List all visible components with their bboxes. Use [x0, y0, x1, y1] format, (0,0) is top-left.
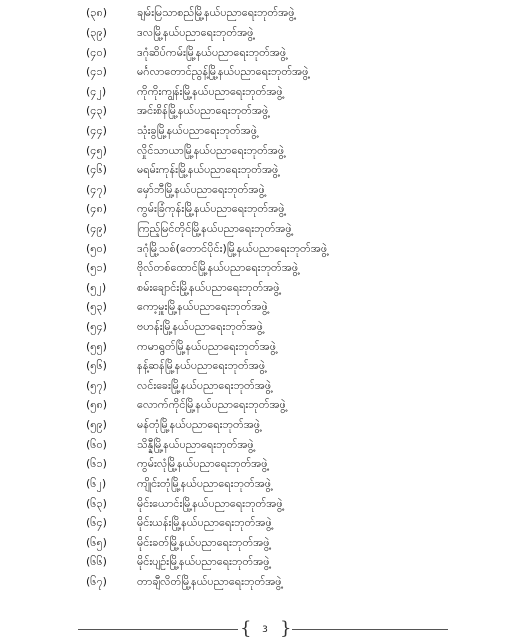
list-item	[86, 199, 506, 219]
list-item	[86, 552, 506, 572]
item-text: မရမ်းကုန်းမြို့နယ်ပညာရေးဘုတ်အဖွဲ့	[137, 163, 279, 177]
item-text: ကွမ်းခြံကုန်းမြို့နယ်ပညာရေးဘုတ်အဖွဲ့	[137, 202, 285, 216]
item-number: (၆၇)	[86, 574, 107, 588]
list-item	[86, 395, 506, 415]
item-number: (၆၂)	[86, 476, 107, 490]
item-number: (၅၀)	[86, 241, 107, 255]
list-item	[86, 42, 506, 62]
item-number: (၄၁)	[86, 65, 107, 79]
footer-rule-right	[292, 629, 448, 630]
item-text: ကော့မှူးမြို့နယ်ပညာရေးဘုတ်အဖွဲ့	[137, 300, 268, 314]
item-number: (၄၃)	[86, 104, 107, 118]
item-text: လင်းခေးမြို့နယ်ပညာရေးဘုတ်အဖွဲ့	[137, 378, 272, 392]
item-text: ဒဂုံဆိပ်ကမ်းမြို့နယ်ပညာရေးဘုတ်အဖွဲ့	[137, 45, 287, 59]
list-item	[86, 356, 506, 376]
item-number: (၅၆)	[86, 359, 107, 373]
item-text: မှော်ဘီမြို့နယ်ပညာရေးဘုတ်အဖွဲ့	[137, 182, 265, 196]
item-text: ဒဂုံမြို့သစ်(တောင်ပိုင်း)မြို့နယ်ပညာရေးဘုတ်အဖွဲ့	[137, 241, 328, 255]
item-number: (၅၃)	[86, 300, 107, 314]
item-number: (၅၂)	[86, 280, 107, 294]
list-item	[86, 258, 506, 278]
item-text: ဗဟန်းမြို့နယ်ပညာရေးဘုတ်အဖွဲ့	[137, 320, 263, 334]
list-item	[86, 238, 506, 258]
list-item	[86, 474, 506, 494]
list-item	[86, 532, 506, 552]
list-item	[86, 219, 506, 239]
item-number: (၄၈)	[86, 202, 108, 216]
item-number: (၃၈)	[86, 6, 108, 20]
item-number: (၃၉)	[86, 25, 107, 39]
item-text: ကျိုင်းတုံမြို့နယ်ပညာရေးဘုတ်အဖွဲ့	[137, 476, 272, 490]
item-text: ကိုကိုးကျွန်းမြို့နယ်ပညာရေးဘုတ်အဖွဲ့	[137, 84, 283, 98]
item-number: (၄၇)	[86, 182, 107, 196]
item-text: တာချီလိတ်မြို့နယ်ပညာရေးဘုတ်အဖွဲ့	[137, 574, 282, 588]
list-item	[86, 3, 506, 23]
list-item	[86, 121, 506, 141]
list-item	[86, 513, 506, 533]
item-number: (၄၅)	[86, 143, 107, 157]
item-text: မိုင်းယန်းမြို့နယ်ပညာရေးဘုတ်အဖွဲ့	[137, 516, 272, 530]
item-number: (၆၁)	[86, 457, 107, 471]
page-footer	[0, 620, 530, 640]
item-text: နန့်ဆန်မြို့နယ်ပညာရေးဘုတ်အဖွဲ့	[137, 359, 266, 373]
list-item	[86, 317, 506, 337]
list-item	[86, 415, 506, 435]
item-number: (၅၁)	[86, 261, 107, 275]
item-text: အင်းစိန်မြို့နယ်ပညာရေးဘုတ်အဖွဲ့	[137, 104, 269, 118]
list-item	[86, 434, 506, 454]
item-number: (၆၃)	[86, 496, 107, 510]
list-item	[86, 23, 506, 43]
list-item	[86, 160, 506, 180]
list-item	[86, 62, 506, 82]
list-item	[86, 336, 506, 356]
item-number: (၆၀)	[86, 437, 107, 451]
item-number: (၄၀)	[86, 45, 107, 59]
township-education-board-list	[86, 3, 506, 591]
item-text: မိုင်းပျဉ်းမြို့နယ်ပညာရေးဘုတ်အဖွဲ့	[137, 555, 270, 569]
footer-close-brace: }	[280, 618, 292, 639]
item-text: သိန္နီမြို့နယ်ပညာရေးဘုတ်အဖွဲ့	[137, 437, 254, 451]
item-text: လှိုင်သာယာမြို့နယ်ပညာရေးဘုတ်အဖွဲ့	[137, 143, 285, 157]
item-text: မင်္ဂလာတောင်ညွန့်မြို့နယ်ပညာရေးဘုတ်အဖွဲ့	[137, 65, 309, 79]
footer-open-brace: {	[240, 618, 252, 639]
item-text: မိုင်းယောင်းမြို့နယ်ပညာရေးဘုတ်အဖွဲ့	[137, 496, 283, 510]
item-text: စမ်းချောင်းမြို့နယ်ပညာရေးဘုတ်အဖွဲ့	[137, 280, 280, 294]
item-number: (၅၇)	[86, 378, 107, 392]
list-item	[86, 81, 506, 101]
list-item	[86, 140, 506, 160]
item-text: လောက်ကိုင်မြို့နယ်ပညာရေးဘုတ်အဖွဲ့	[137, 398, 286, 412]
footer-rule-left	[78, 629, 238, 630]
item-text: ကမာရွတ်မြို့နယ်ပညာရေးဘုတ်အဖွဲ့	[137, 339, 276, 353]
item-text: ဒလမြို့နယ်ပညာရေးဘုတ်အဖွဲ့	[137, 25, 254, 39]
item-text: ကွမ်းလုံမြို့နယ်ပညာရေးဘုတ်အဖွဲ့	[137, 457, 268, 471]
list-item	[86, 179, 506, 199]
item-text: မန်တုံမြို့နယ်ပညာရေးဘုတ်အဖွဲ့	[137, 418, 261, 432]
item-number: (၄၄)	[86, 123, 107, 137]
list-item	[86, 101, 506, 121]
item-number: (၅၈)	[86, 398, 108, 412]
item-number: (၆၄)	[86, 516, 107, 530]
list-item	[86, 493, 506, 513]
item-number: (၆၅)	[86, 535, 107, 549]
item-number: (၅၄)	[86, 320, 107, 334]
page-number: 3	[262, 625, 268, 635]
item-number: (၆၆)	[86, 555, 107, 569]
item-number: (၄၂)	[86, 84, 107, 98]
list-item	[86, 376, 506, 396]
item-text: ဗိုလ်တစ်ထောင်မြို့နယ်ပညာရေးဘုတ်အဖွဲ့	[137, 261, 299, 275]
list-item	[86, 454, 506, 474]
list-item	[86, 572, 506, 592]
item-text: ချမ်းမြသာစည်မြို့နယ်ပညာရေးဘုတ်အဖွဲ့	[137, 6, 295, 20]
item-number: (၄၆)	[86, 163, 107, 177]
item-number: (၅၉)	[86, 418, 107, 432]
item-text: သုံးခွမြို့နယ်ပညာရေးဘုတ်အဖွဲ့	[137, 123, 258, 137]
item-text: မိုင်းခတ်မြို့နယ်ပညာရေးဘုတ်အဖွဲ့	[137, 535, 270, 549]
item-number: (၄၉)	[86, 222, 107, 235]
item-number: (၅၅)	[86, 339, 107, 353]
list-item	[86, 297, 506, 317]
list-item	[86, 278, 506, 298]
item-text: ကြည့်မြင်တိုင်မြို့နယ်ပညာရေးဘုတ်အဖွဲ့	[137, 222, 292, 235]
